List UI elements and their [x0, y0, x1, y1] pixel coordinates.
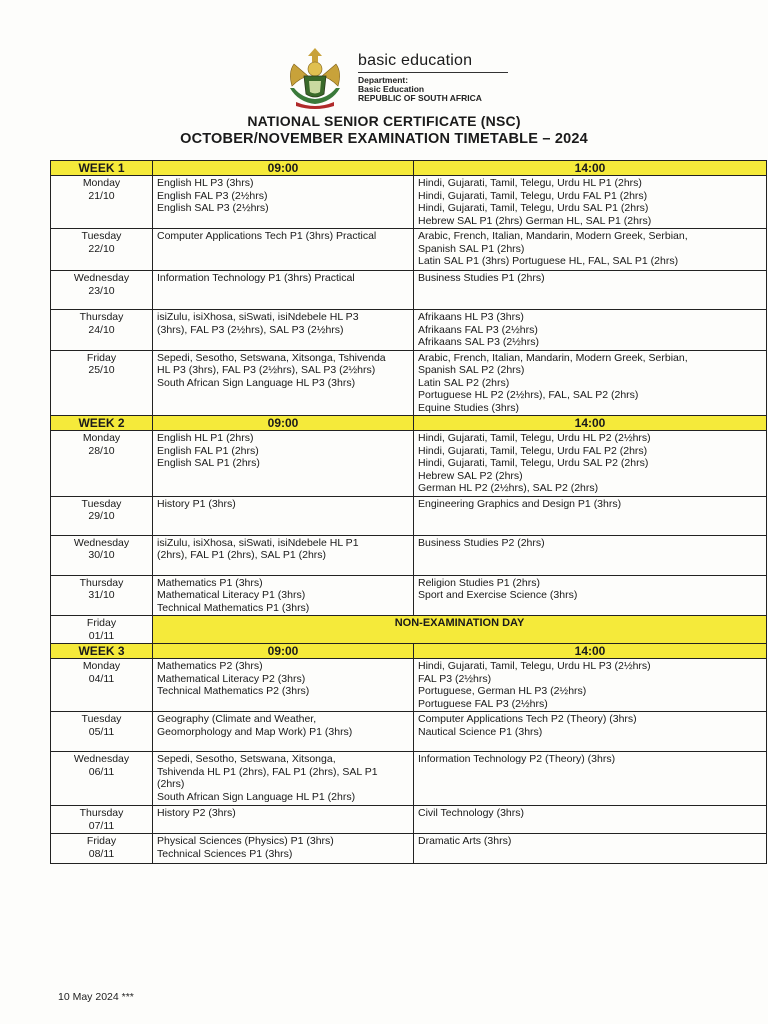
morning-session-cell — [153, 806, 414, 834]
afternoon-session-cell — [414, 271, 767, 310]
day-name: Thursday — [79, 311, 124, 323]
subject-line: Engineering Graphics and Design P1 (3hrs) — [418, 497, 622, 510]
day-cell — [51, 176, 153, 229]
day-date: 23/10 — [88, 284, 115, 297]
day-name: Tuesday — [81, 497, 122, 510]
afternoon-session-cell — [414, 535, 767, 575]
timetable-row — [51, 659, 767, 712]
morning-session-cell — [153, 752, 414, 806]
department-block — [358, 52, 518, 103]
morning-session-cell — [153, 496, 414, 535]
week-header-row — [51, 644, 767, 659]
department-line: Department: — [358, 75, 409, 85]
day-cell — [51, 806, 153, 834]
timetable-row — [51, 712, 767, 752]
divider — [358, 72, 508, 73]
subject-line: Mathematics P1 (3hrs) — [157, 576, 263, 589]
subject-line: isiZulu, isiXhosa, siSwati, isiNdebele HL P1 — [157, 536, 359, 549]
title-line-1: NATIONAL SENIOR CERTIFICATE (NSC) — [247, 113, 521, 129]
subject-line: English FAL P3 (2½hrs) — [157, 189, 268, 202]
morning-session-cell — [153, 310, 414, 351]
subject-line: Sepedi, Sesotho, Setswana, Xitsonga, — [157, 753, 336, 765]
week-header-row — [51, 161, 767, 176]
timetable-row — [51, 575, 767, 616]
subject-line: (2hrs) — [157, 778, 185, 790]
day-cell — [51, 350, 153, 416]
day-name: Monday — [82, 432, 121, 444]
afternoon-session-cell — [414, 575, 767, 616]
subject-line: Sepedi, Sesotho, Setswana, Xitsonga, Tshivenda — [157, 351, 386, 364]
subject-line: Hindi, Gujarati, Tamil, Telegu, Urdu HL P3 (2½hrs) — [418, 660, 651, 672]
morning-session-cell — [153, 712, 414, 752]
subject-line: German HL P2 (2½hrs), SAL P2 (2hrs) — [418, 482, 599, 494]
subject-line: Mathematics P2 (3hrs) — [157, 660, 263, 672]
subject-line: Arabic, French, Italian, Mandarin, Modern Greek, Serbian, — [418, 230, 688, 242]
morning-session-cell — [153, 176, 414, 229]
day-name: Friday — [86, 617, 117, 629]
subject-line: Hindi, Gujarati, Tamil, Telegu, Urdu HL P1 (2hrs) — [418, 177, 642, 189]
subject-line: Hindi, Gujarati, Tamil, Telegu, Urdu FAL P2 (2hrs) — [418, 444, 648, 457]
subject-line: Physical Sciences (Physics) P1 (3hrs) — [157, 835, 334, 847]
subject-line: Information Technology P2 (Theory) (3hrs) — [418, 753, 616, 765]
afternoon-session-cell — [414, 496, 767, 535]
subject-line: Hindi, Gujarati, Tamil, Telegu, Urdu SAL P1 (2hrs) — [418, 202, 649, 214]
morning-session-cell — [153, 350, 414, 416]
day-name: Wednesday — [73, 753, 130, 765]
morning-session-cell — [153, 229, 414, 271]
title-line-2: OCTOBER/NOVEMBER EXAMINATION TIMETABLE – 2024 — [180, 131, 588, 147]
subject-line: History P2 (3hrs) — [157, 807, 236, 819]
subject-line: Geomorphology and Map Work) P1 (3hrs) — [157, 725, 353, 738]
subject-line: Computer Applications Tech P1 (3hrs) Practical — [157, 230, 377, 242]
day-date: 05/11 — [88, 725, 115, 738]
day-name: Monday — [82, 177, 121, 189]
timetable-row — [51, 834, 767, 864]
morning-session-cell — [153, 271, 414, 310]
timetable-row — [51, 616, 767, 644]
day-date: 31/10 — [88, 589, 115, 601]
timetable-row — [51, 806, 767, 834]
day-cell — [51, 271, 153, 310]
afternoon-session-cell — [414, 431, 767, 497]
subject-line: (2hrs), FAL P1 (2hrs), SAL P1 (2hrs) — [157, 549, 327, 561]
subject-line: Sport and Exercise Science (3hrs) — [418, 589, 578, 601]
day-cell — [51, 712, 153, 752]
subject-line: Religion Studies P1 (2hrs) — [418, 576, 540, 589]
subject-line: FAL P3 (2½hrs) — [418, 672, 492, 685]
week-label: WEEK 3 — [51, 644, 153, 659]
subject-line: English SAL P3 (2½hrs) — [157, 202, 269, 214]
timetable-row — [51, 310, 767, 351]
subject-line: South African Sign Language HL P3 (3hrs) — [157, 376, 356, 389]
document-title — [0, 112, 768, 148]
day-name: Tuesday — [81, 713, 122, 725]
afternoon-session-cell — [414, 712, 767, 752]
subject-line: Afrikaans SAL P3 (2½hrs) — [418, 336, 539, 348]
subject-line: History P1 (3hrs) — [157, 497, 236, 510]
subject-line: Geography (Climate and Weather, — [157, 713, 317, 725]
day-date: 24/10 — [88, 323, 115, 336]
morning-session-label: 09:00 — [153, 161, 414, 176]
morning-session-cell — [153, 834, 414, 864]
day-name: Tuesday — [81, 230, 122, 242]
week-label: WEEK 1 — [51, 161, 153, 176]
day-cell — [51, 616, 153, 644]
subject-line: Hindi, Gujarati, Tamil, Telegu, Urdu HL P2 (2½hrs) — [418, 432, 651, 444]
afternoon-session-cell — [414, 659, 767, 712]
afternoon-session-label: 14:00 — [414, 161, 767, 176]
day-cell — [51, 229, 153, 271]
department-line: REPUBLIC OF SOUTH AFRICA — [358, 93, 482, 103]
timetable-row — [51, 535, 767, 575]
afternoon-session-label: 14:00 — [414, 644, 767, 659]
morning-session-cell — [153, 659, 414, 712]
day-date: 21/10 — [88, 189, 115, 202]
subject-line: Portuguese FAL P3 (2½hrs) — [418, 697, 548, 710]
day-cell — [51, 575, 153, 616]
subject-line: isiZulu, isiXhosa, siSwati, isiNdebele HL P3 — [157, 311, 359, 323]
subject-line: Spanish SAL P1 (2hrs) — [418, 242, 525, 255]
subject-line: English FAL P1 (2hrs) — [157, 444, 259, 457]
day-name: Friday — [86, 835, 117, 847]
timetable-row — [51, 496, 767, 535]
subject-line: Information Technology P1 (3hrs) Practical — [157, 272, 355, 284]
subject-line: Technical Sciences P1 (3hrs) — [157, 847, 293, 860]
subject-line: Dramatic Arts (3hrs) — [418, 835, 512, 847]
day-date: 04/11 — [88, 672, 115, 685]
morning-session-cell — [153, 575, 414, 616]
subject-line: HL P3 (3hrs), FAL P3 (2½hrs), SAL P3 (2½hrs) — [157, 364, 376, 376]
subject-line: Tshivenda HL P1 (2hrs), FAL P1 (2hrs), SAL P1 — [157, 765, 378, 778]
organisation-name: basic education — [358, 52, 473, 69]
morning-session-cell — [153, 535, 414, 575]
subject-line: Computer Applications Tech P2 (Theory) (3hrs) — [418, 713, 637, 725]
subject-line: Hebrew SAL P2 (2hrs) — [418, 469, 523, 482]
subject-line: Spanish SAL P2 (2hrs) — [418, 364, 525, 376]
afternoon-session-cell — [414, 176, 767, 229]
week-label: WEEK 2 — [51, 416, 153, 431]
afternoon-session-label: 14:00 — [414, 416, 767, 431]
subject-line: Afrikaans FAL P3 (2½hrs) — [418, 323, 538, 336]
day-cell — [51, 535, 153, 575]
subject-line: Mathematical Literacy P2 (3hrs) — [157, 672, 306, 685]
morning-session-label: 09:00 — [153, 416, 414, 431]
day-date: 29/10 — [88, 510, 115, 522]
coat-of-arms-icon — [280, 42, 350, 112]
day-date: 28/10 — [88, 444, 115, 457]
day-cell — [51, 310, 153, 351]
day-name: Thursday — [79, 576, 124, 589]
subject-line: Business Studies P1 (2hrs) — [418, 272, 545, 284]
timetable-row — [51, 752, 767, 806]
subject-line: (3hrs), FAL P3 (2½hrs), SAL P3 (2½hrs) — [157, 323, 344, 336]
subject-line: Hebrew SAL P1 (2hrs) German HL, SAL P1 (2hrs) — [418, 214, 652, 227]
day-date: 01/11 — [88, 629, 115, 642]
subject-line: Mathematical Literacy P1 (3hrs) — [157, 589, 306, 601]
day-name: Friday — [86, 351, 117, 364]
afternoon-session-cell — [414, 806, 767, 834]
non-examination-day: NON-EXAMINATION DAY — [153, 616, 767, 644]
subject-line: Portuguese, German HL P3 (2½hrs) — [418, 685, 587, 697]
subject-line: Technical Mathematics P2 (3hrs) — [157, 685, 310, 697]
afternoon-session-cell — [414, 752, 767, 806]
day-date: 30/10 — [88, 549, 115, 561]
day-cell — [51, 496, 153, 535]
subject-line: Portuguese HL P2 (2½hrs), FAL, SAL P2 (2hrs) — [418, 389, 639, 401]
subject-line: English HL P1 (2hrs) — [157, 432, 254, 444]
day-cell — [51, 752, 153, 806]
day-name: Thursday — [79, 807, 124, 819]
timetable-row — [51, 271, 767, 310]
subject-line: English HL P3 (3hrs) — [157, 177, 254, 189]
timetable-row — [51, 431, 767, 497]
day-cell — [51, 431, 153, 497]
day-cell — [51, 659, 153, 712]
letterhead — [280, 42, 520, 112]
day-cell — [51, 834, 153, 864]
department-line: Basic Education — [358, 84, 425, 94]
exam-timetable — [50, 160, 767, 864]
day-name: Monday — [82, 660, 121, 672]
timetable-row — [51, 350, 767, 416]
footer-date: 10 May 2024 *** — [58, 991, 134, 1003]
morning-session-cell — [153, 431, 414, 497]
day-date: 25/10 — [88, 364, 115, 376]
day-date: 06/11 — [88, 765, 115, 778]
morning-session-label: 09:00 — [153, 644, 414, 659]
subject-line: Business Studies P2 (2hrs) — [418, 536, 545, 549]
subject-line: Latin SAL P2 (2hrs) — [418, 376, 510, 389]
subject-line: Hindi, Gujarati, Tamil, Telegu, Urdu FAL P1 (2hrs) — [418, 189, 648, 202]
subject-line: Nautical Science P1 (3hrs) — [418, 725, 543, 738]
day-name: Wednesday — [73, 536, 130, 549]
subject-line: English SAL P1 (2hrs) — [157, 457, 260, 469]
subject-line: Equine Studies (3hrs) — [418, 401, 519, 414]
subject-line: South African Sign Language HL P1 (2hrs) — [157, 790, 356, 803]
afternoon-session-cell — [414, 310, 767, 351]
subject-line: Civil Technology (3hrs) — [418, 807, 525, 819]
afternoon-session-cell — [414, 834, 767, 864]
subject-line: Arabic, French, Italian, Mandarin, Modern Greek, Serbian, — [418, 351, 688, 364]
timetable-row — [51, 176, 767, 229]
day-name: Wednesday — [73, 272, 130, 284]
afternoon-session-cell — [414, 350, 767, 416]
afternoon-session-cell — [414, 229, 767, 271]
timetable-row — [51, 229, 767, 271]
day-date: 07/11 — [88, 819, 115, 832]
subject-line: Afrikaans HL P3 (3hrs) — [418, 311, 524, 323]
day-date: 22/10 — [88, 242, 115, 255]
subject-line: Latin SAL P1 (3hrs) Portuguese HL, FAL, SAL P1 (2hrs) — [418, 255, 679, 267]
subject-line: Hindi, Gujarati, Tamil, Telegu, Urdu SAL P2 (2hrs) — [418, 457, 649, 469]
week-header-row — [51, 416, 767, 431]
day-date: 08/11 — [88, 847, 115, 860]
subject-line: Technical Mathematics P1 (3hrs) — [157, 601, 310, 614]
